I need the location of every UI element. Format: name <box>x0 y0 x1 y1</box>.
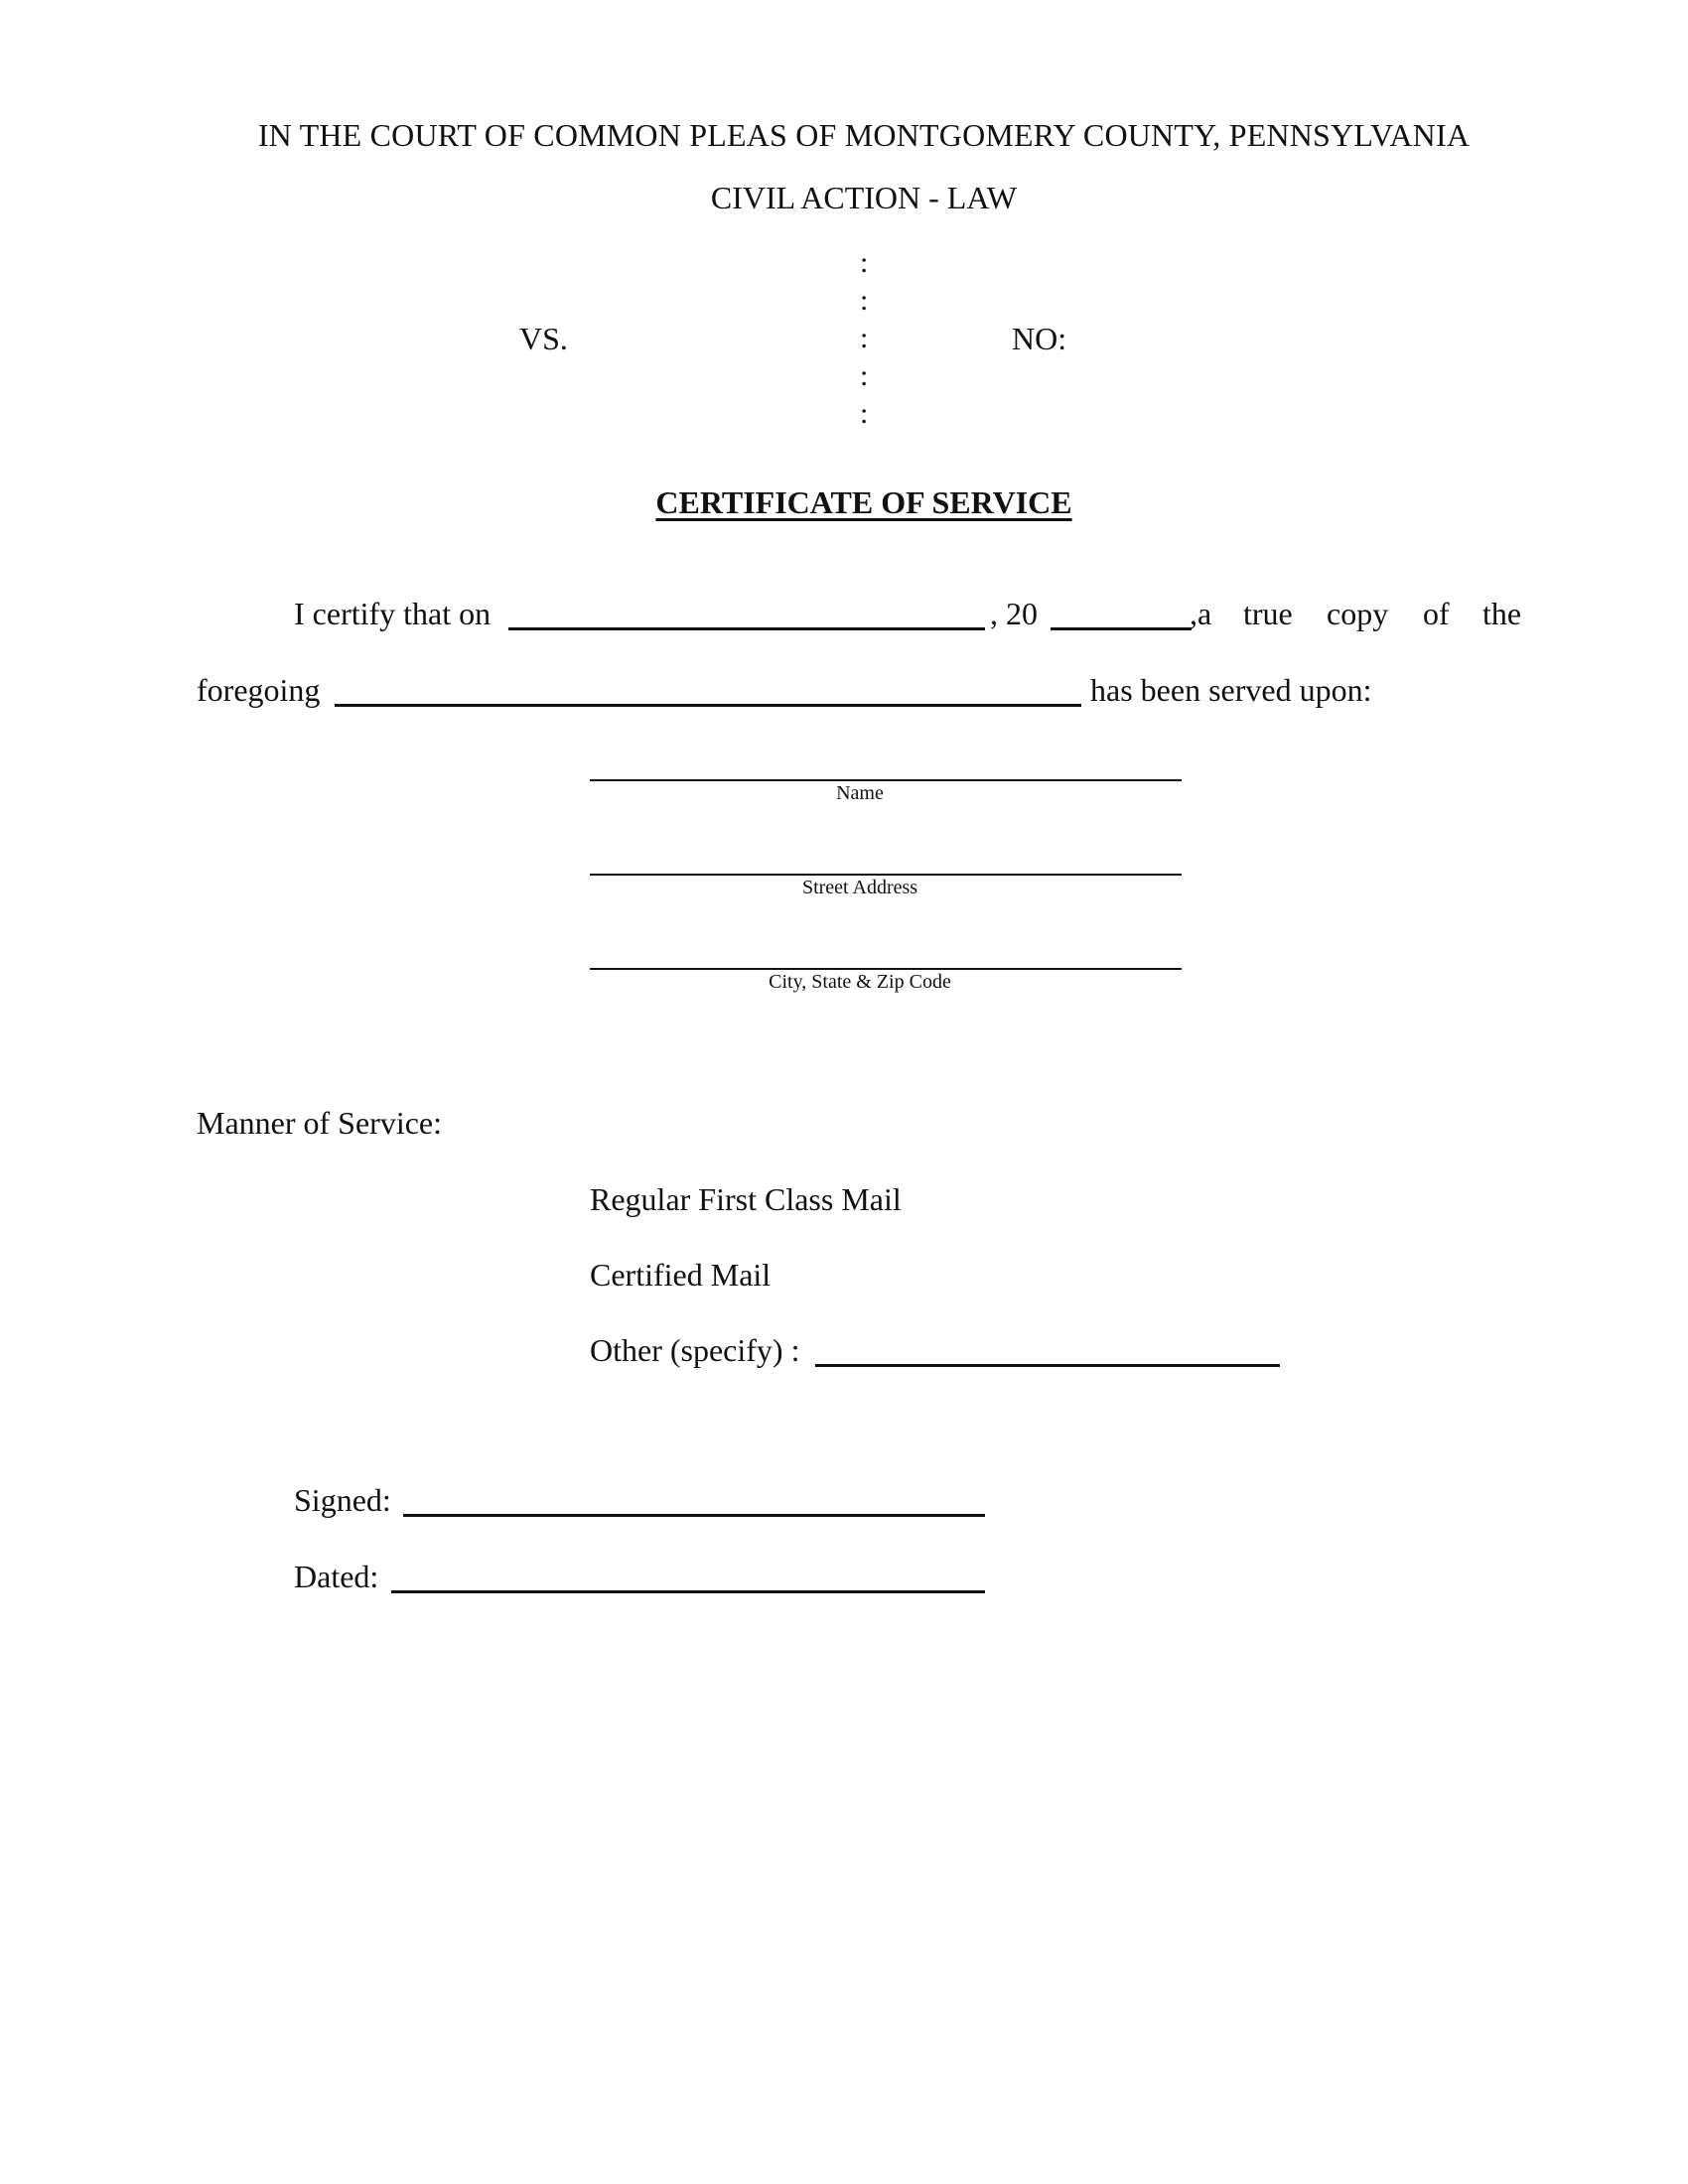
case-type: CIVIL ACTION - LAW <box>710 180 1018 215</box>
caption-colon: : <box>860 397 869 430</box>
service-year-blank[interactable] <box>1051 627 1192 630</box>
caption-colon: : <box>860 284 869 317</box>
other-specify-blank[interactable] <box>815 1364 1280 1367</box>
certify-a: ,a <box>1190 596 1212 631</box>
certify-intro: I certify that on <box>294 596 492 631</box>
served-upon-text: has been served upon: <box>1090 672 1372 708</box>
certify-of: of <box>1423 596 1450 631</box>
versus-label: VS. <box>519 321 568 356</box>
dated-label: Dated: <box>294 1559 379 1594</box>
recipient-name-label: Name <box>836 782 884 804</box>
year-prefix: , 20 <box>990 596 1038 631</box>
certify-true: true <box>1243 596 1293 631</box>
option-other: Other (specify) : <box>590 1332 800 1368</box>
caption-colon: : <box>860 246 869 279</box>
certify-foregoing: foregoing <box>197 672 321 708</box>
certify-copy: copy <box>1327 596 1389 631</box>
service-date-blank[interactable] <box>508 627 985 630</box>
manner-of-service-heading: Manner of Service: <box>197 1105 443 1141</box>
court-heading: IN THE COURT OF COMMON PLEAS OF MONTGOMERY COUNTY, PENNSYLVANIA <box>257 117 1471 153</box>
recipient-city-label: City, State & Zip Code <box>769 971 951 993</box>
recipient-name-blank[interactable] <box>590 779 1182 781</box>
caption-colon: : <box>860 359 869 392</box>
signed-label: Signed: <box>294 1482 391 1518</box>
signature-blank[interactable] <box>403 1514 985 1517</box>
date-blank[interactable] <box>391 1590 985 1593</box>
option-certified-mail: Certified Mail <box>590 1257 772 1293</box>
recipient-street-blank[interactable] <box>590 874 1182 876</box>
recipient-street-label: Street Address <box>801 877 918 898</box>
caption-colon: : <box>860 322 869 354</box>
case-number-label: NO: <box>1012 321 1067 356</box>
certify-the: the <box>1482 596 1522 631</box>
recipient-city-blank[interactable] <box>590 968 1182 970</box>
option-first-class-mail: Regular First Class Mail <box>590 1181 902 1217</box>
document-title: CERTIFICATE OF SERVICE <box>655 484 1072 520</box>
document-served-blank[interactable] <box>335 704 1081 707</box>
